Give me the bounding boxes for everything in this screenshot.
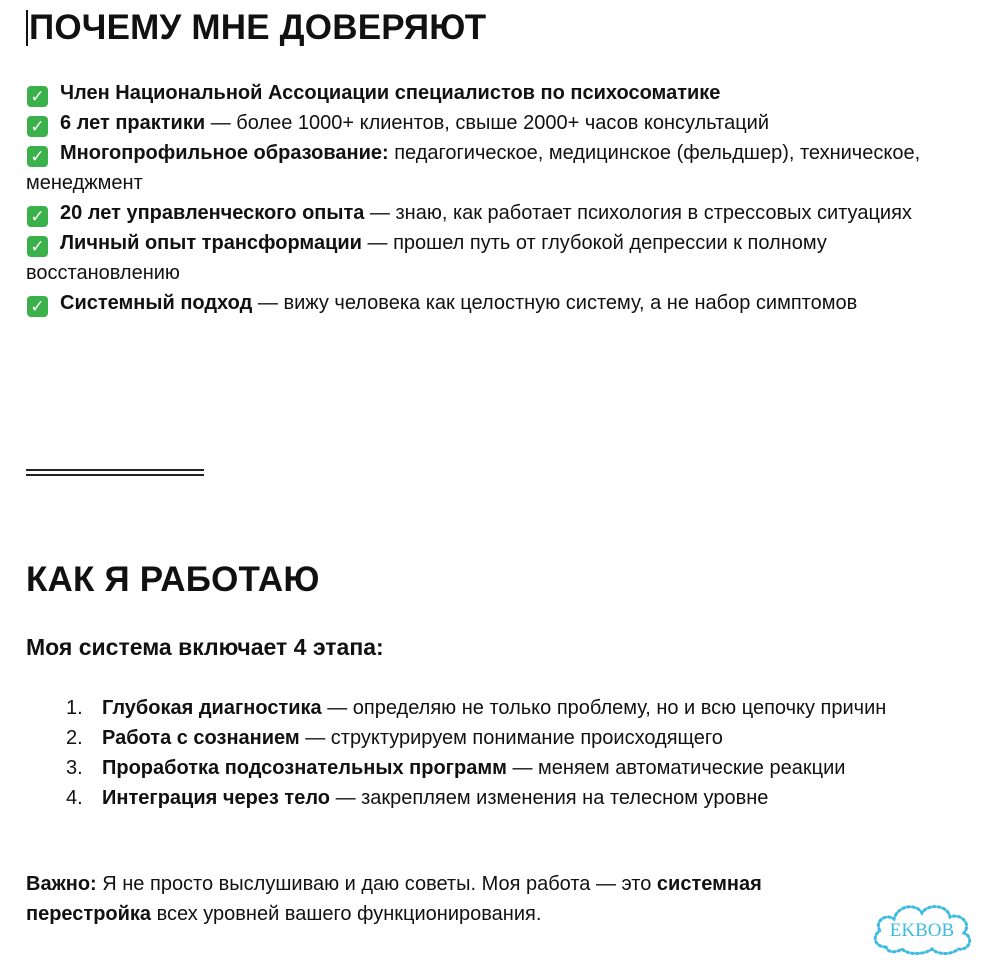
item-text: — более 1000+ клиентов, свыше 2000+ часов консультаций [205,112,770,134]
important-text-2: всех уровней вашего функционирования. [151,903,542,925]
list-item [66,693,946,723]
step-bold: Глубокая диагностика [102,697,322,719]
step-number: 1. [66,697,83,719]
step-number: 4. [66,787,83,809]
step-text: — меняем автоматические реакции [506,757,846,779]
item-text: педагогическое, медицинское (фельдшер), техническое, менеджмент [26,142,921,194]
list-item [26,288,956,318]
step-text: — структурируем понимание происходящего [299,727,723,749]
check-mark-icon: ✓ [27,296,48,317]
important-bold: системная перестройка [26,873,762,925]
important-label: Важно: [26,873,97,895]
item-text: — вижу человека как целостную систему, а не набор симптомов [252,292,858,314]
step-bold: Работа с сознанием [102,727,300,749]
item-text: — знаю, как работает психология в стрессовых ситуациях [364,202,912,224]
item-bold: Член Национальной Ассоциации специалистов по психосоматике [60,82,721,104]
watermark-text: EKBOB [889,920,955,941]
important-note [26,869,886,929]
section-title-trust: ПОЧЕМУ МНЕ ДОВЕРЯЮТ [29,8,487,47]
list-item [26,78,956,108]
important-text-1: Я не просто выслушиваю и даю советы. Моя работа — это [96,873,657,895]
step-bold: Интеграция через тело [102,787,331,809]
step-number: 3. [66,757,83,779]
step-number: 2. [66,727,83,749]
item-bold: 6 лет практики [60,112,206,134]
item-text: — прошел путь от глубокой депрессии к полному восстановлению [26,232,827,284]
check-mark-icon: ✓ [27,146,48,167]
list-item [26,198,956,228]
item-bold: Системный подход [60,292,253,314]
check-mark-icon: ✓ [27,86,48,107]
item-bold: 20 лет управленческого опыта [60,202,365,224]
system-subtitle: Моя система включает 4 этапа: [26,634,384,660]
list-item [26,108,956,138]
steps-list [66,693,946,813]
section-title-how-i-work: КАК Я РАБОТАЮ [26,560,320,599]
check-mark-icon: ✓ [27,236,48,257]
item-bold: Многопрофильное образование: [60,142,389,164]
step-bold: Проработка подсознательных программ [102,757,507,779]
item-bold: Личный опыт трансформации [60,232,362,254]
list-item [66,723,946,753]
text-cursor [26,10,28,46]
list-item [66,783,946,813]
list-item [66,753,946,783]
section-divider [26,469,204,476]
list-item [26,228,956,288]
trust-list [26,78,956,318]
step-text: — закрепляем изменения на телесном уровне [330,787,769,809]
ekbob-watermark-logo [868,895,976,957]
check-mark-icon: ✓ [27,206,48,227]
check-mark-icon: ✓ [27,116,48,137]
step-text: — определяю не только проблему, но и всю цепочку причин [321,697,887,719]
list-item [26,138,956,198]
